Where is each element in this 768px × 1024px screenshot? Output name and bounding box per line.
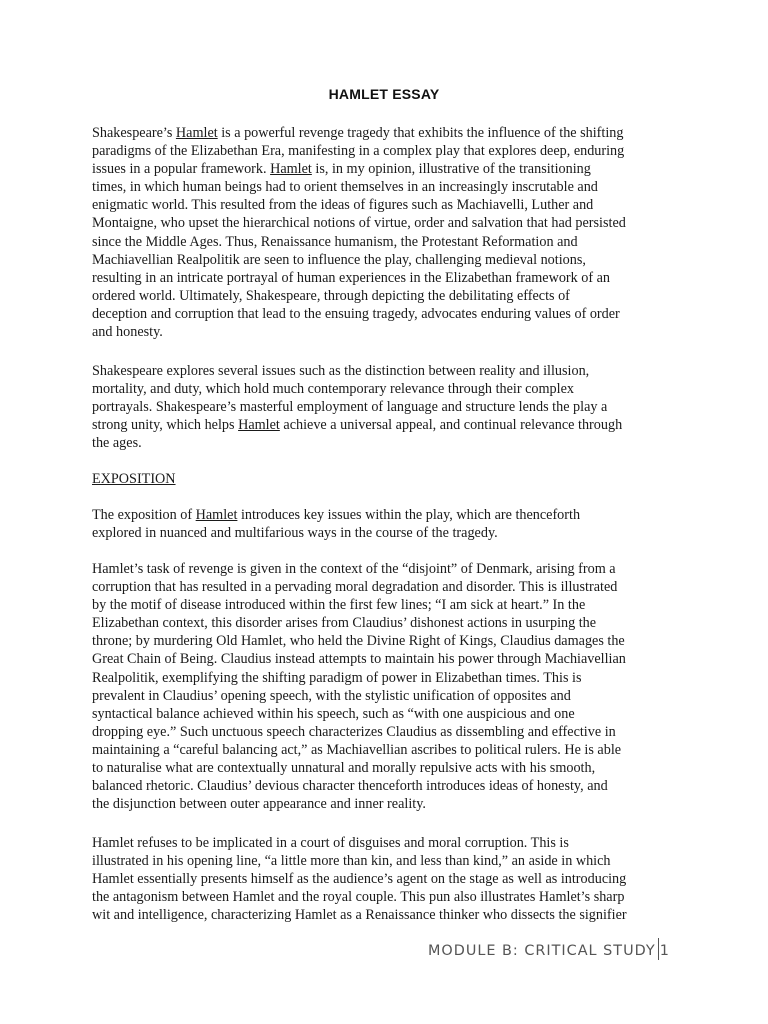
text-line [92,632,676,650]
page-footer [428,938,670,960]
text-run: Montaigne, who upset the hierarchical notions of virtue, order and salvation that had persisted [92,215,626,232]
text-run: since the Middle Ages. Thus, Renaissance humanism, the Protestant Reformation and [92,233,578,250]
text-run: Shakespeare’s [92,125,176,141]
text-line [92,795,676,813]
page-title: HAMLET ESSAY [328,86,440,102]
text-run: balanced rhetoric. Claudius’ devious character thenceforth introduces ideas of honesty, and [92,778,608,795]
text-run: dropping eye.” Such unctuous speech characterizes Claudius as dissembling and effective in [92,723,616,740]
text-run: illustrated in his opening line, “a little more than kin, and less than kind,” an aside in which [92,853,611,870]
text-run: the antagonism between Hamlet and the royal couple. This pun also illustrates Hamlet’s sharp [92,889,625,906]
text-run: Hamlet refuses to be implicated in a court of disguises and moral corruption. This is [92,835,569,851]
text-line [92,142,676,160]
text-run: is a powerful revenge tragedy that exhibits the influence of the shifting [217,125,624,141]
text-run: by the motif of disease introduced within the first few lines; “I am sick at heart.” In the [92,597,586,614]
text-line [92,650,676,668]
text-line [92,741,676,759]
text-run: Elizabethan context, this disorder arises from Claudius’ dishonest actions in usurping the [92,615,597,632]
text-line [92,124,676,142]
text-line [92,596,676,614]
text-line [92,362,676,380]
text-run: Shakespeare explores several issues such as the distinction between reality and illusion, [92,363,590,379]
text-line [92,323,676,341]
underlined-text: Hamlet [175,125,218,141]
underlined-text: Hamlet [195,507,238,523]
text-run: times, in which human beings had to orient themselves in an increasingly inscrutable and [92,179,598,196]
text-run: achieve a universal appeal, and continual relevance through [279,417,623,434]
text-line [92,506,676,524]
text-run: Realpolitik, exemplifying the shifting paradigm of power in Elizabethan times. This is [92,669,582,686]
text-line [92,398,676,416]
text-line [92,305,676,323]
text-line [92,251,676,269]
text-line [92,380,676,398]
text-run: throne; by murdering Old Hamlet, who held the Divine Right of Kings, Claudius damages the [92,633,625,650]
text-run: wit and intelligence, characterizing Hamlet as a Renaissance thinker who dissects the signifier [92,907,627,924]
paragraph-intro [92,124,676,341]
text-run: issues in a popular framework. [92,161,271,178]
text-run: Hamlet’s task of revenge is given in the context of the “disjoint” of Denmark, arising from a [92,561,616,577]
text-run: introduces key issues within the play, which are thenceforth [237,507,581,523]
underlined-text: EXPOSITION [92,471,176,487]
text-run: deception and corruption that lead to the ensuing tragedy, advocates enduring values of order [92,305,620,322]
text-line [92,759,676,777]
underlined-text: Hamlet [238,417,280,434]
text-run: resulting in an intricate portrayal of human experiences in the Elizabethan framework of an [92,269,611,286]
page-number: 1 [659,943,670,959]
text-line [92,560,676,578]
text-run: The exposition of [92,507,196,523]
text-run: enigmatic world. This resulted from the ideas of figures such as Machiavelli, Luther and [92,197,594,214]
text-line [92,233,676,251]
text-line [92,614,676,632]
text-line [92,524,676,542]
footer-module-label: MODULE B: CRITICAL STUDY [428,943,656,959]
text-run: prevalent in Claudius’ opening speech, with the stylistic unification of opposites and [92,687,571,704]
text-line [92,777,676,795]
text-run: the disjunction between outer appearance and inner reality. [92,796,426,813]
text-line [92,434,676,452]
text-line [92,178,676,196]
text-line [92,852,676,870]
text-line [92,834,676,852]
text-line [92,578,676,596]
text-line [92,416,676,434]
text-line [92,906,676,924]
text-run: corruption that has resulted in a pervading moral degradation and disorder. This is illustrated [92,579,618,596]
text-line [92,196,676,214]
text-line [92,705,676,723]
underlined-text: Hamlet [270,161,312,178]
text-run: explored in nuanced and multifarious ways in the course of the tragedy. [92,525,498,542]
text-run: maintaining a “careful balancing act,” as Machiavellian ascribes to political rulers. He is able [92,741,622,758]
footer-separator [658,938,659,960]
text-run: paradigms of the Elizabethan Era, manifesting in a complex play that explores deep, enduring [92,143,625,160]
paragraph-revenge-context [92,560,676,813]
text-line [92,870,676,888]
text-run: Hamlet essentially presents himself as the audience’s agent on the stage as well as introducing [92,871,627,888]
text-line [92,723,676,741]
text-run: mortality, and duty, which hold much contemporary relevance through their complex [92,381,574,398]
text-run: to naturalise what are contextually unnatural and morally repulsive acts with his smooth, [92,760,596,777]
text-run: portrayals. Shakespeare’s masterful employment of language and structure lends the play a [92,399,608,416]
text-line [92,214,676,232]
text-line [92,470,676,488]
text-run: ordered world. Ultimately, Shakespeare, through depicting the debilitating effects of [92,287,570,304]
text-line [92,669,676,687]
text-run: strong unity, which helps [92,417,239,434]
paragraph-hamlet-refuses [92,834,676,924]
text-line [92,160,676,178]
text-line [92,888,676,906]
text-run: syntactical balance achieved within his speech, such as “with one auspicious and one [92,705,575,722]
text-line [92,269,676,287]
text-run: and honesty. [92,324,163,341]
text-run: Machiavellian Realpolitik are seen to influence the play, challenging medieval notions, [92,251,586,268]
paragraph-exposition-intro [92,506,676,542]
text-line [92,687,676,705]
paragraph-issues [92,362,676,452]
text-run: the ages. [92,435,142,452]
text-run: Great Chain of Being. Claudius instead attempts to maintain his power through Machiavellian [92,651,626,668]
text-run: is, in my opinion, illustrative of the transitioning [311,161,591,178]
text-line [92,287,676,305]
section-heading-exposition [92,470,676,488]
